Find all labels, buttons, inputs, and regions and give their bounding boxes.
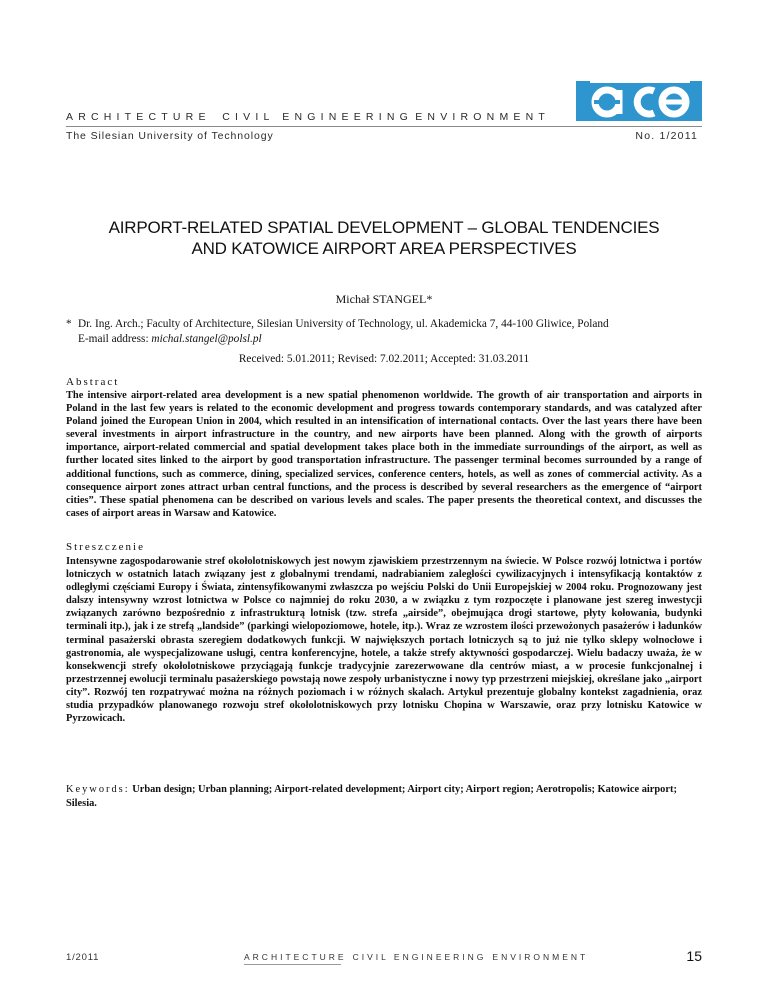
email-line: [78, 332, 702, 347]
affiliation-mark: *: [66, 318, 72, 330]
footer-discipline-environment: ENVIRONMENT: [492, 952, 589, 962]
university-name: The Silesian University of Technology: [66, 130, 274, 142]
article-title-line-1: AIRPORT-RELATED SPATIAL DEVELOPMENT – GLOBAL TENDENCIES: [108, 218, 660, 237]
article-title-line-2: AND KATOWICE AIRPORT AREA PERSPECTIVES: [191, 239, 577, 258]
discipline-environment: ENVIRONMENT: [415, 111, 550, 123]
email-label: E-mail address:: [78, 333, 149, 345]
discipline-architecture: ARCHITECTURE: [66, 111, 211, 123]
header-rule: [66, 126, 702, 127]
author-affiliation: [66, 317, 702, 347]
affiliation-text: Dr. Ing. Arch.; Faculty of Architecture, Silesian University of Technology, ul. Akademicka 7, 44-100 Gliwice, Poland: [78, 318, 609, 330]
article-dates: Received: 5.01.2011; Revised: 7.02.2011; Accepted: 31.03.2011: [238, 353, 530, 365]
issue-number: No. 1/2011: [635, 130, 698, 142]
page-number: 15: [686, 948, 702, 964]
footer-discipline-civil-engineering: CIVIL ENGINEERING: [352, 952, 487, 962]
abstract-text: The intensive airport-related area development is a new spatial phenomenon worldwide. The growth of air transportation and airports in Poland in the last few years is related to the economic development and progress towards contemporary standards, and was catalyzed after Poland joined the European Union in 2004, which resulted in an intensification of international contacts. Over the last years there have been several investments in airport infrastructure in the country, and new airports have been planned. Along with the growth of airports importance, airport-related commercial and spatial development takes place both in the immediate surroundings of the airport, as well as further located sites linked to the airport by good transportation infrastructure. The passenger terminal becomes surrounded by a range of additional functions, such as commerce, dining, specialized services, conference centers, hotels, as well as zones of commercial activity. As a consequence airport zones attract urban central functions, and the process is described by several researchers as the emergence of “airport cities”. These spatial phenomena can be described on various levels and scales. The paper presents the theoretical context, and discusses the cases of airport areas in Warsaw and Katowice.: [66, 390, 702, 519]
abstract-heading: Abstract: [66, 376, 120, 388]
journal-disciplines: [66, 111, 550, 123]
streszczenie-heading: Streszczenie: [66, 541, 145, 553]
discipline-civil-engineering: CIVIL ENGINEERING: [222, 111, 413, 123]
keywords-text: Urban design; Urban planning; Airport-related development; Airport city; Airport region; Aerotropolis; Katowice airport; Silesia.: [66, 784, 677, 809]
keywords-label: Keywords:: [66, 784, 130, 795]
email-address: michal.stangel@polsl.pl: [151, 333, 262, 345]
footer-discipline-architecture: ARCHITECTURE: [244, 952, 347, 962]
streszczenie-text: Intensywne zagospodarowanie stref okołolotniskowych jest nowym zjawiskiem przestrzennym na świecie. W Polsce rozwój lotnictwa i portów lotniczych w ostatnich latach związany jest z globalnymi trendami, nadrabianiem zaległości cywilizacyjnych i intensyfikacją kontaktów z odległymi częściami Europy i Świata, zintensyfikowanymi zwłaszcza po wejściu Polski do Unii Europejskiej w 2004 roku. Prognozowany jest dalszy intensywny wzrost lotnictwa w Polsce co najmniej do roku 2030, a w związku z tym rozpoczęte i planowane jest szereg inwestycji związanych zarówno bezpośrednio z infrastrukturą lotnisk (tzw. strefa „airside”, obejmująca drogi startowe, płyty kołowania, budynki terminali itp.), jak i ze strefą „landside” (parkingi wielopoziomowe, hotele, itp.). Wraz ze wzrostem ilości przewożonych pasażerów i ładunków terminal pasażerski obrasta szeregiem dodatkowych funkcji. W największych portach lotniczych są to już nie tylko sklepy wolnocłowe i gastronomia, ale wyspecjalizowane usługi, centra konferencyjne, hotele, a także strefy aktywności gospodarczej. Wielu badaczy uważa, że w konsekwencji strefy okołolotniskowe przyciągają funkcje tradycyjnie zarezerwowane dla centrów miast, a w procesie funkcjonalnej i przestrzennej ewolucji terminalu pasażerskiego powstają nowe zespoły urbanistyczne i nowy typ przestrzeni miejskiej, określane jako „airport city”. Rozwój ten rozpatrywać można na różnych poziomach i w różnych skalach. Artykuł prezentuje globalny kontekst zagadnienia, oraz studia przypadków planowanego rozwoju stref okołolotniskowych przy lotnisku Chopina w Warszawie, oraz przy lotnisku Katowice w Pyrzowicach.: [66, 556, 702, 725]
article-title: [66, 217, 702, 259]
keywords: [66, 783, 702, 811]
footer-issue: 1/2011: [66, 952, 100, 963]
footer-disciplines: [244, 952, 588, 964]
ace-logo: [576, 81, 702, 121]
author-name: Michał STANGEL*: [335, 292, 433, 306]
